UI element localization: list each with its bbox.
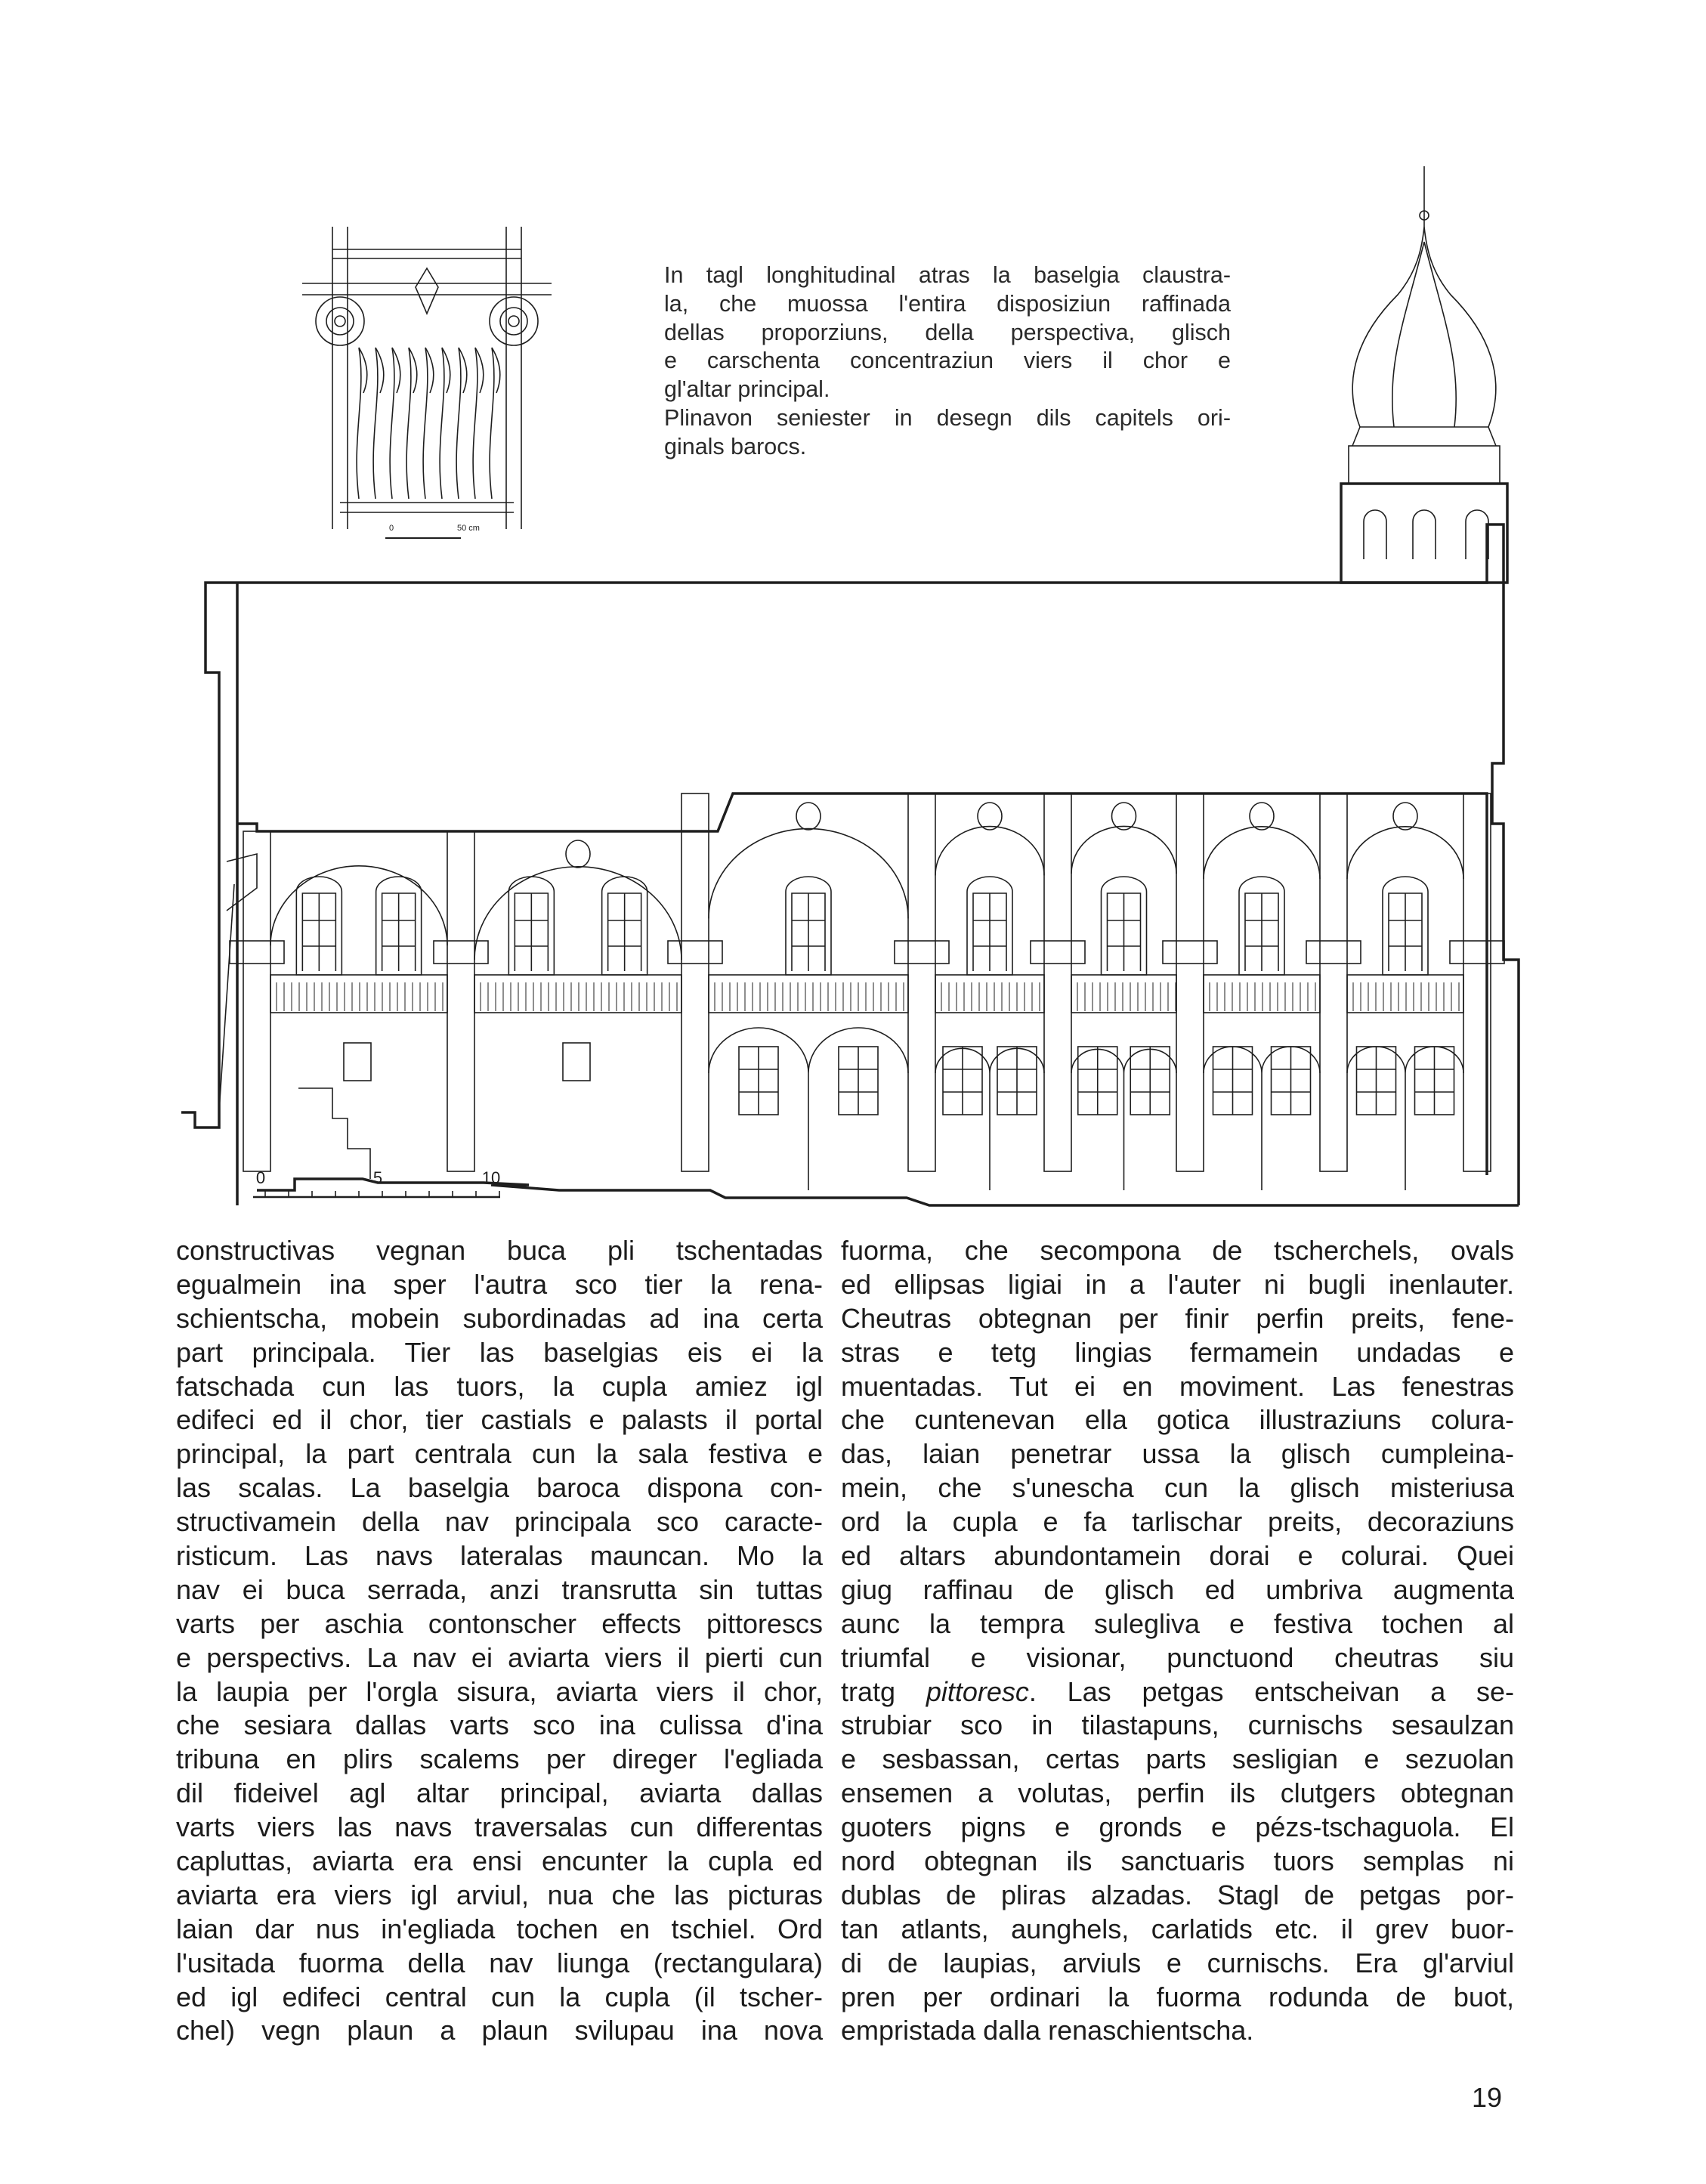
window-mullions [1357,1047,1396,1115]
oculus-window [978,803,1002,830]
oculus-window [796,803,821,830]
scale-label: 0 [389,524,394,533]
text-column-left [176,1234,823,2048]
text-line [841,1879,1514,1913]
volute-eye [508,316,519,326]
text-segment: strubiar sco in tilastapuns, curnischs sesaulzan [841,1709,1514,1741]
text-line [841,1437,1514,1471]
caption-line: la, che muossa l'entira disposiziun raffinada [664,290,1231,317]
volute [316,297,364,345]
tower-cornice [1349,446,1500,484]
text-line: structivamein della nav principala sco caracte- [176,1506,823,1538]
tower-base [1341,484,1507,583]
abacus [302,249,552,295]
text-line [841,1743,1514,1777]
baroque-capital-drawing [287,212,567,544]
text-segment: ord la cupla e fa tarlischar preits, decoraziuns [841,1506,1514,1538]
text-segment: nord obtegnan ils sanctuaris tuors semplas ni [841,1845,1514,1877]
window-mullions [739,1047,778,1115]
text-line [841,1234,1514,1268]
gallery-balustrade [474,975,681,1013]
text-line [841,1947,1514,1981]
window-mullions [302,893,335,971]
pilaster-capital [1163,941,1217,964]
onion-dome [1352,227,1496,427]
text-segment: ensemen a volutas, perfin ils clutgers obtegnan [841,1777,1514,1809]
window-mullions [1272,1047,1311,1115]
text-line: aviarta era viers igl arviul, nua che las picturas [176,1879,823,1910]
gallery-balustrade [1347,975,1463,1013]
text-segment: giug raffinau de glisch ed umbriva augmenta [841,1573,1514,1605]
caption-line: Plinavon seniester in desegn dils capitels ori- [664,404,1231,431]
scale-label: 10 [481,1168,501,1187]
text-segment: das, laian penetrar ussa la glisch cumpleina- [841,1438,1514,1470]
text-segment: guoters pigns e gronds e pézs-tschaguola. El [841,1811,1514,1843]
text-line [841,1913,1514,1947]
text-line: principal, la part centrala cun la sala festiva e [176,1438,823,1470]
oculus-window [1112,803,1136,830]
acanthus-leaf [373,348,384,499]
text-line: schientscha, mobein subordinadas ad ina certa [176,1302,823,1334]
text-segment: pren per ordinari la fuorma rodunda de buot, [841,1981,1514,2012]
text-line: la laupia per l'orgla sisura, aviarta viers il chor, [176,1675,823,1707]
page-number: 19 [1472,2082,1503,2113]
vault-arch [935,827,1044,876]
pilaster-capital [1450,941,1504,964]
text-line [841,2014,1514,2048]
text-segment: fuorma, che secompona de tscherchels, ovals [841,1235,1514,1266]
window-mullions [997,1047,1037,1115]
pilaster [447,831,474,1171]
window-mullions [792,893,825,971]
floor-line [257,1179,1519,1205]
gallery-balustrade [270,975,447,1013]
volute-eye [335,316,345,326]
acanthus-leaf [490,348,500,499]
oculus-window [1250,803,1274,830]
scale-label: 5 [372,1168,383,1187]
text-line [841,1845,1514,1879]
acanthus-leaf [390,348,400,499]
pilaster [1044,793,1071,1171]
text-segment: tratg [841,1675,926,1707]
vault-arch [1204,827,1320,879]
text-line: che sesiara dallas varts sco ina culissa d'ina [176,1709,823,1741]
caption-line: gl'altar principal. [664,376,830,403]
window-mullions [943,1047,982,1115]
volute [326,308,354,335]
text-line: chel) vegn plaun a plaun svilupau ina nova [176,2015,823,2046]
window-mullions [1245,893,1278,971]
window-mullions [1108,893,1141,971]
text-line: las scalas. La baselgia baroca dispona con- [176,1472,823,1504]
text-line: l'usitada fuorma della nav liunga (rectangulara) [176,1947,823,1978]
text-segment: di de laupias, arviuls e curnischs. Era gl'arviul [841,1947,1514,1978]
acanthus-leaf [440,348,450,499]
window-mullions [1389,893,1422,971]
text-line [841,1573,1514,1607]
text-line: varts viers las navs traversalas cun differentas [176,1811,823,1843]
caption-line: ginals barocs. [664,433,807,459]
text-line [841,1675,1514,1709]
text-segment: dublas de pliras alzadas. Stagl de petgas por- [841,1879,1514,1910]
text-line: nav ei buca serrada, anzi transrutta sin tuttas [176,1573,823,1605]
text-line: varts per aschia contonscher effects pittorescs [176,1607,823,1639]
italic-term: pittoresc [926,1675,1029,1707]
window-mullions [973,893,1006,971]
tower-roof-ledge [1352,427,1496,446]
text-line [841,1641,1514,1675]
text-line [841,1539,1514,1573]
belfry-opening [1364,510,1386,559]
caption-line: e carschenta concentraziun viers il chor e [664,348,1231,374]
pilaster [1176,793,1204,1171]
window-mullions [1415,1047,1454,1115]
pilaster [681,793,709,1171]
text-line [841,1336,1514,1370]
text-line: risticum. Las navs lateralas mauncan. Mo la [176,1540,823,1572]
stairs [298,1088,370,1179]
window-mullions [1130,1047,1170,1115]
text-line: part principala. Tier las baselgias eis ei la [176,1336,823,1368]
text-line: e perspectivs. La nav ei aviarta viers il pierti cun [176,1641,823,1673]
text-line: ed igl edifeci central cun la cupla (il tscher- [176,1981,823,2012]
vault-arch [474,867,681,960]
oculus-window [566,840,590,868]
text-line: edifeci ed il chor, tier castials e palasts il portal [176,1404,823,1436]
text-segment: e sesbassan, certas parts sesligian e sezuolan [841,1743,1514,1775]
text-segment: mein, che s'unescha cun la glisch misteriusa [841,1472,1514,1504]
volute [500,308,527,335]
pilaster-capital [895,941,949,964]
text-segment: empristada dalla renaschientscha. [841,2015,1254,2046]
text-line [841,1302,1514,1336]
acanthus-leaf [423,348,434,499]
figure-caption [664,261,1231,462]
pilaster [908,793,935,1171]
text-line [841,1370,1514,1404]
rosette [416,268,438,314]
lattice-window [344,1043,371,1081]
text-column-right [841,1234,1514,2048]
text-line: dil fideivel agl altar principal, aviarta dallas [176,1777,823,1809]
caption-line: dellas proporziuns, della perspectiva, glisch [664,319,1231,345]
text-segment: ed altars abundontamein dorai e colurai. Quei [841,1540,1514,1572]
text-line: constructivas vegnan buca pli tschentadas [176,1235,823,1266]
scale-label: 50 cm [457,524,480,533]
volute [490,297,538,345]
pilaster-capital [1031,941,1085,964]
dome-ribs [1392,242,1457,427]
text-line [841,1403,1514,1437]
scale-label: 0 [255,1168,266,1187]
window-mullions [1078,1047,1117,1115]
text-line: laian dar nus in'egliada tochen en tschiel. Ord [176,1913,823,1944]
text-line [841,1505,1514,1539]
window-mullions [608,893,641,971]
text-line [841,1811,1514,1845]
text-segment: . Las petgas entscheivan a se- [1028,1675,1514,1707]
text-segment: aunc la tempra sulegliva e festiva tochen al [841,1607,1514,1639]
text-segment: tan atlants, aunghels, carlatids etc. il grev buor- [841,1913,1514,1944]
text-segment: muentadas. Tut ei en moviment. Las fenestras [841,1370,1514,1402]
pilaster-capital [668,941,722,964]
text-line [841,1709,1514,1743]
gallery-balustrade [709,975,908,1013]
text-line: egualmein ina sper l'autra sco tier la rena- [176,1268,823,1300]
acanthus-leaf [357,348,367,499]
belfry-opening [1466,510,1488,559]
text-segment: che cuntenevan ella gotica illustraziuns colura- [841,1404,1514,1436]
pilaster-capital [1306,941,1361,964]
text-line: fatschada cun las tuors, la cupla amiez igl [176,1370,823,1402]
text-line [841,1471,1514,1505]
text-line [841,1268,1514,1302]
window-mullions [515,893,548,971]
gallery-balustrade [935,975,1044,1013]
lattice-window [563,1043,590,1081]
acanthus-leaf [406,348,417,499]
acanthus-leaf [473,348,484,499]
text-segment: Cheutras obtegnan per finir perfin preits, fene- [841,1302,1514,1334]
caption-line: In tagl longhitudinal atras la baselgia claustra- [664,262,1231,288]
acanthus-leaf [456,348,467,499]
text-line: tribuna en plirs scalems per direger l'egliada [176,1743,823,1775]
window-mullions [382,893,416,971]
text-line [841,1777,1514,1811]
vault-arch [1347,827,1463,879]
nave-ceiling-line [237,793,1487,1175]
text-line: capluttas, aviarta era ensi encunter la cupla ed [176,1845,823,1877]
text-segment: ed ellipsas ligiai in a l'auter ni bugli inenlauter. [841,1268,1514,1300]
text-line [841,1981,1514,2015]
pilaster [1320,793,1347,1171]
oculus-window [1393,803,1417,830]
text-line [841,1607,1514,1641]
belfry-opening [1413,510,1436,559]
pilaster-capital [434,941,488,964]
gallery-balustrade [1204,975,1320,1013]
text-segment: stras e tetg lingias fermamein undadas e [841,1336,1514,1368]
vault-arch [1071,826,1176,874]
window-mullions [1213,1047,1253,1115]
window-mullions [839,1047,878,1115]
astragal [340,503,514,512]
text-segment: triumfal e visionar, punctuond cheutras siu [841,1641,1514,1673]
